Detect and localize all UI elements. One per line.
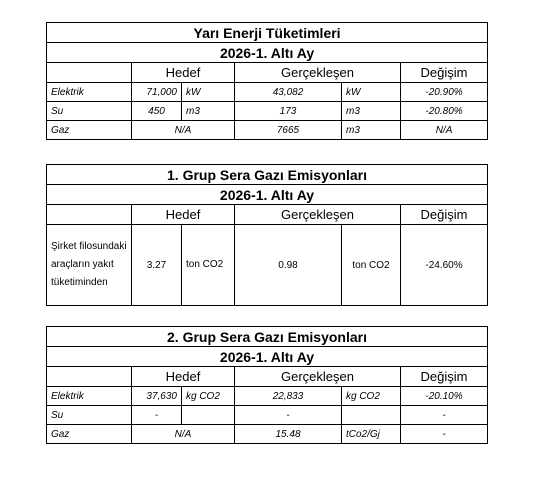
gercek-unit: kW [342,83,401,102]
gercek-value: 15.48 [235,425,342,444]
hedef-value: 71,000 [132,83,182,102]
table-period: 2026-1. Altı Ay [47,185,488,205]
degisim-value: - [401,406,488,425]
hedef-unit: ton CO2 [182,225,235,306]
header-gerceklesen: Gerçekleşen [235,63,401,83]
hedef-unit: kW [182,83,235,102]
gercek-unit: m3 [342,102,401,121]
header-gerceklesen: Gerçekleşen [235,367,401,387]
hedef-value: 37,630 [132,387,182,406]
degisim-value: - [401,425,488,444]
hedef-value: 450 [132,102,182,121]
hedef-value: N/A [132,121,235,140]
hedef-unit: kg CO2 [182,387,235,406]
hedef-value: - [132,406,182,425]
table-row [47,83,488,102]
table-row [47,406,488,425]
table-title: 1. Grup Sera Gazı Emisyonları [47,165,488,185]
table-row [47,102,488,121]
gercek-value: 0.98 [235,225,342,306]
header-empty [47,63,132,83]
row-label: Şirket filosundaki araçların yakıt tüketiminden [47,225,132,306]
header-degisim: Değişim [401,367,488,387]
header-degisim: Değişim [401,63,488,83]
degisim-value: -20.90% [401,83,488,102]
degisim-value: -20.10% [401,387,488,406]
table-period: 2026-1. Altı Ay [47,43,488,63]
hedef-value: 3.27 [132,225,182,306]
table-row [47,425,488,444]
hedef-unit: m3 [182,102,235,121]
table-row [47,121,488,140]
row-label: Gaz [47,425,132,444]
degisim-value: N/A [401,121,488,140]
gercek-value: - [235,406,342,425]
group1-emissions-table [46,164,488,306]
table-title: 2. Grup Sera Gazı Emisyonları [47,327,488,347]
gercek-unit [342,406,401,425]
table-period: 2026-1. Altı Ay [47,347,488,367]
table-title: Yarı Enerji Tüketimleri [47,23,488,43]
row-label: Elektrik [47,83,132,102]
hedef-unit [182,406,235,425]
table-row [47,225,488,306]
header-gerceklesen: Gerçekleşen [235,205,401,225]
table-row [47,387,488,406]
gercek-value: 22,833 [235,387,342,406]
group2-emissions-table [46,326,488,444]
row-label: Elektrik [47,387,132,406]
row-label: Su [47,406,132,425]
gercek-unit: kg CO2 [342,387,401,406]
header-empty [47,205,132,225]
row-label: Su [47,102,132,121]
header-empty [47,367,132,387]
gercek-unit: m3 [342,121,401,140]
energy-consumption-table [46,22,488,140]
gercek-unit: tCo2/Gj [342,425,401,444]
header-degisim: Değişim [401,205,488,225]
gercek-unit: ton CO2 [342,225,401,306]
header-hedef: Hedef [132,205,235,225]
header-hedef: Hedef [132,63,235,83]
hedef-value: N/A [132,425,235,444]
header-hedef: Hedef [132,367,235,387]
degisim-value: -24.60% [401,225,488,306]
degisim-value: -20.80% [401,102,488,121]
row-label: Gaz [47,121,132,140]
gercek-value: 7665 [235,121,342,140]
gercek-value: 173 [235,102,342,121]
gercek-value: 43,082 [235,83,342,102]
